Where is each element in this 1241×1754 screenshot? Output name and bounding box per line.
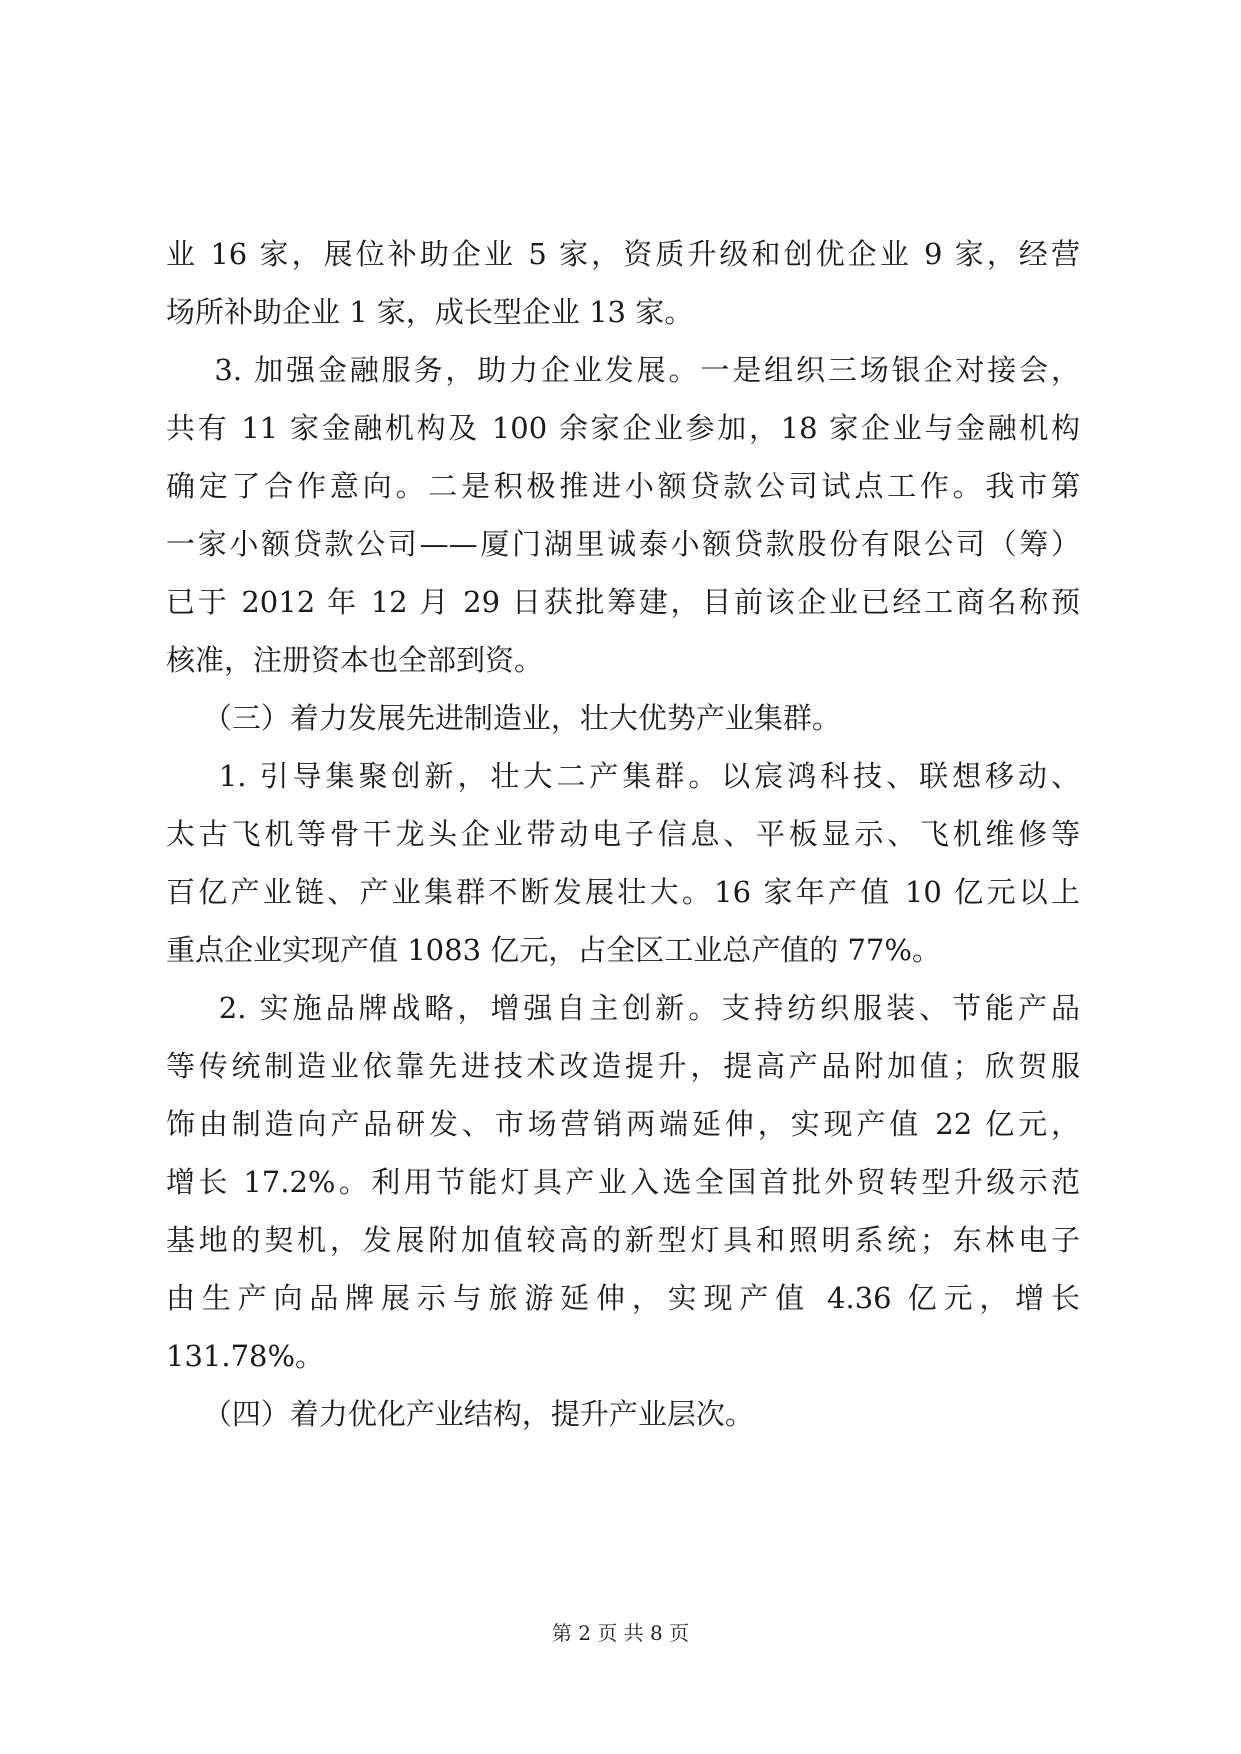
text-line: 重点企业实现产值 1083 亿元，占全区工业总产值的 77%。 — [166, 933, 941, 967]
text-line: 增长 17.2%。利用节能灯具产业入选全国首批外贸转型升级示范 — [166, 1165, 1080, 1199]
text-line: 共有 11 家金融机构及 100 余家企业参加，18 家企业与金融机构 — [166, 411, 1080, 445]
text-line: 核准，注册资本也全部到资。 — [166, 643, 544, 677]
section-heading: （三）着力发展先进制造业，壮大优势产业集群。 — [166, 701, 841, 735]
text-line: 等传统制造业依靠先进技术改造提升，提高产品附加值；欣贺服 — [166, 1049, 1080, 1083]
text-line: 131.78%。 — [166, 1339, 325, 1373]
text-line: 由生产向品牌展示与旅游延伸，实现产值 4.36 亿元，增长 — [166, 1281, 1080, 1315]
body-text — [166, 225, 1080, 1443]
text-line: 饰由制造向产品研发、市场营销两端延伸，实现产值 22 亿元， — [166, 1107, 1080, 1141]
text-line: 确定了合作意向。二是积极推进小额贷款公司试点工作。我市第 — [166, 469, 1080, 503]
text-line: 太古飞机等骨干龙头企业带动电子信息、平板显示、飞机维修等 — [166, 817, 1080, 851]
text-line: 1. 引导集聚创新，壮大二产集群。以宸鸿科技、联想移动、 — [166, 759, 1080, 793]
text-line: 2. 实施品牌战略，增强自主创新。支持纺织服装、节能产品 — [166, 991, 1080, 1025]
page-footer: 第 2 页 共 8 页 — [551, 1621, 690, 1645]
text-line: 一家小额贷款公司——厦门湖里诚泰小额贷款股份有限公司（筹） — [166, 527, 1080, 561]
text-line: 业 16 家，展位补助企业 5 家，资质升级和创优企业 9 家，经营 — [166, 237, 1080, 271]
text-line: 场所补助企业 1 家，成长型企业 13 家。 — [166, 295, 694, 329]
text-line: 百亿产业链、产业集群不断发展壮大。16 家年产值 10 亿元以上 — [166, 875, 1080, 909]
section-heading: （四）着力优化产业结构，提升产业层次。 — [166, 1397, 754, 1431]
text-line: 3. 加强金融服务，助力企业发展。一是组织三场银企对接会， — [166, 353, 1080, 387]
text-line: 已于 2012 年 12 月 29 日获批筹建，目前该企业已经工商名称预 — [166, 585, 1080, 619]
text-line: 基地的契机，发展附加值较高的新型灯具和照明系统；东林电子 — [166, 1223, 1080, 1257]
